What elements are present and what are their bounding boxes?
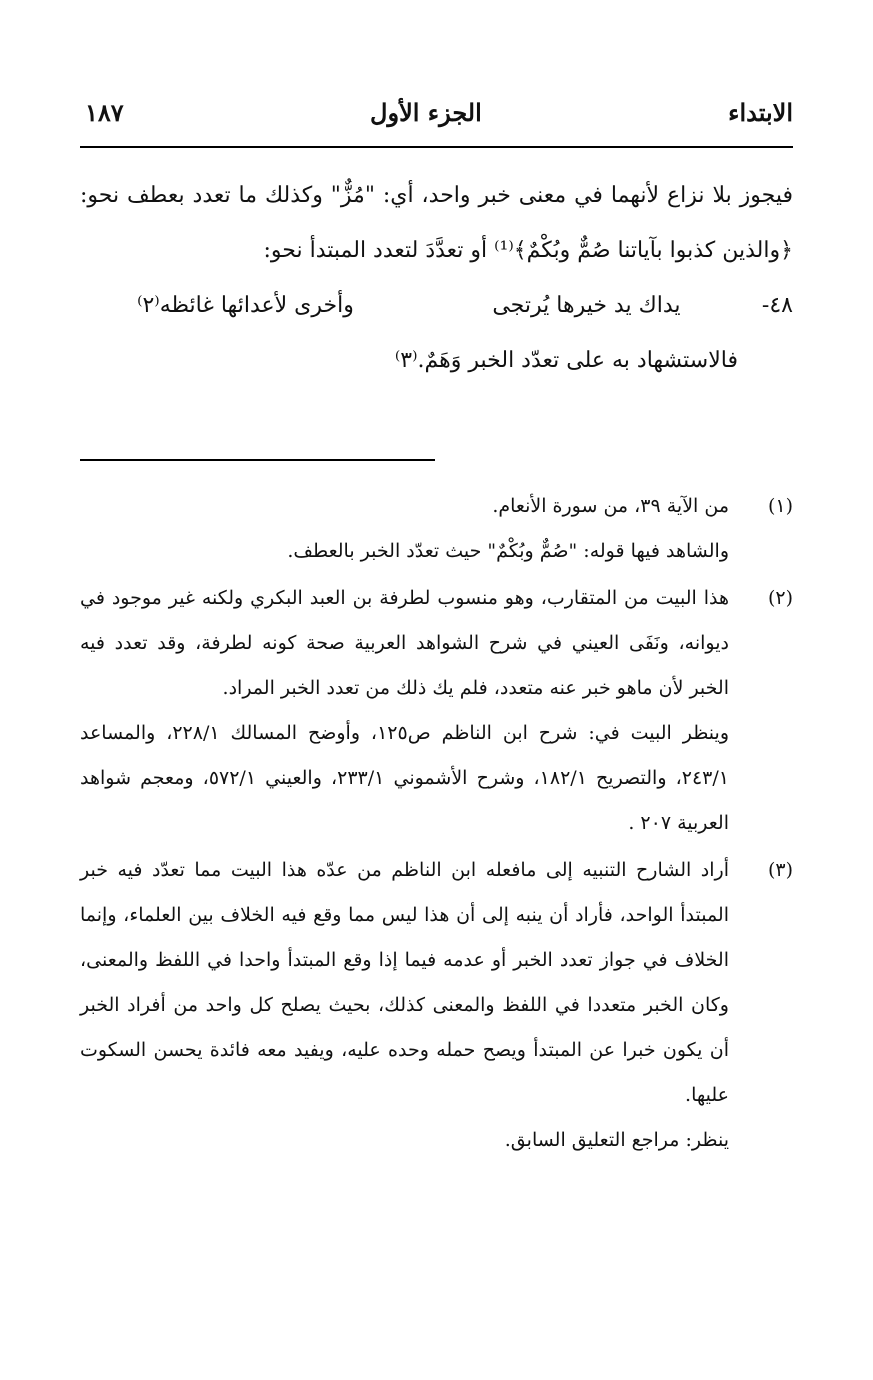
footnotes	[80, 484, 793, 1163]
footnote	[80, 576, 793, 846]
verse-first-hemistich: يداك يد خيرها يُرتجى	[492, 293, 681, 318]
page-number: ١٨٧	[85, 97, 124, 127]
header-rule	[80, 146, 793, 148]
verse-commentary: فالاستشهاد به على تعدّد الخبر وَهَمٌ.⁽٣⁾	[394, 348, 738, 373]
footnote-paragraph: وينظر البيت في: شرح ابن الناظم ص١٢٥، وأوضح المسالك ٢٢٨/١، والمساعد ٢٤٣/١، والتصريح ١٨٢/١، وشرح الأشموني ٢٣٣/١، والعيني ٥٧٢/١، ومعجم شواهد العربية ٢٠٧ .	[80, 722, 730, 834]
page-header	[85, 90, 793, 134]
body-paragraph: فيجوز بلا نزاع لأنهما في معنى خبر واحد، أي: "مُزٌّ" وكذلك ما تعدد بعطف نحو: ﴿والذين كذبوا بآياتنا صُمٌّ وبُكْمٌ﴾⁽¹⁾ أو تعدَّدَ لتعدد المبتدأ نحو:	[80, 183, 793, 263]
footnote-paragraph: أراد الشارح التنبيه إلى مافعله ابن الناظم من عدّه هذا البيت مما تعدّد فيه خبر المبتدأ الواحد، فأراد أن ينبه إلى أن هذا ليس مما وقع فيه الخلاف بين العلماء، وإنما الخلاف في جواز تعدد الخبر أو عدمه فيما إذا وقع المبتدأ واحدا في اللفظ والمعنى، وكان الخبر متعددا في اللفظ والمعنى كذلك، بحيث يصلح كل واحد من أفراد الخبر أن يكون خبرا عن المبتدأ ويصح حمله وحده عليه، ويفيد معه فائدة يحسن السكوت عليها.	[80, 859, 729, 1106]
footnote	[80, 848, 793, 1163]
verse-number: ٤٨-	[761, 293, 793, 318]
footnote-paragraph: والشاهد فيها قوله: "صُمٌّ وبُكْمٌ" حيث تعدّد الخبر بالعطف.	[287, 540, 729, 562]
footnote-paragraph: ينظر: مراجع التعليق السابق.	[504, 1129, 729, 1151]
footnote-number: (٢)	[767, 587, 793, 609]
part-title: الجزء الأول	[370, 97, 482, 127]
footnote	[80, 484, 793, 574]
footnote-number: (١)	[767, 495, 793, 517]
verse-line	[80, 278, 793, 333]
footnote-paragraph: من الآية ٣٩، من سورة الأنعام.	[492, 495, 729, 517]
footnote-number: (٣)	[767, 859, 793, 881]
section-title: الابتداء	[728, 97, 793, 127]
verse-second-hemistich: وأخرى لأعدائها غائظه⁽٢⁾	[137, 293, 354, 318]
footnote-rule	[80, 459, 435, 461]
footnote-paragraph: هذا البيت من المتقارب، وهو منسوب لطرفة بن العبد البكري ولكنه غير موجود في ديوانه، ونَفَى العيني في شرح الشواهد العربية صحة كونه لطرفة، وقد تعدد فيه الخبر لأن ماهو خبر عنه متعدد، فلم يك ذلك من تعدد الخبر المراد.	[80, 587, 729, 699]
main-text	[80, 168, 793, 388]
